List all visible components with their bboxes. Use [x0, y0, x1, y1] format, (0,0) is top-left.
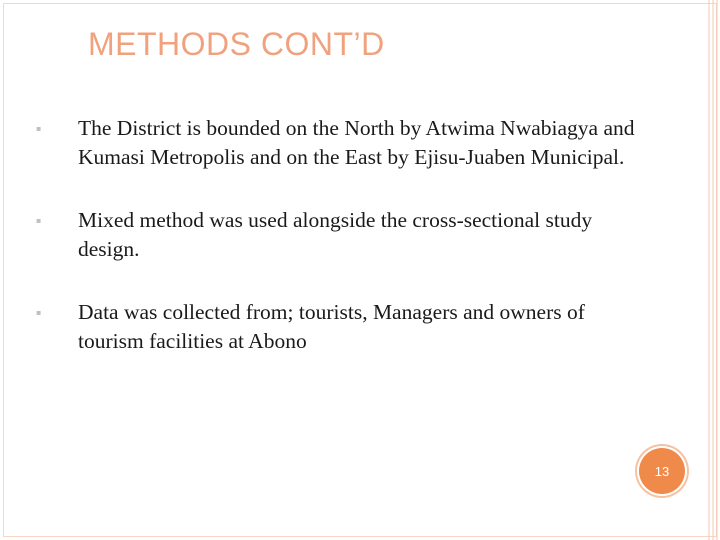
- bullet-icon: ▪: [36, 308, 42, 317]
- page-number: 13: [654, 463, 670, 479]
- page-number-badge: [639, 448, 685, 494]
- bullet-text: Mixed method was used alongside the cross-sectional study design.: [78, 208, 593, 261]
- bullet-icon: ▪: [36, 216, 42, 225]
- bullet-item: [36, 114, 646, 172]
- bullet-text: Data was collected from; tourists, Managers and owners of tourism facilities at Abono: [78, 300, 585, 353]
- bullet-icon: ▪: [36, 124, 42, 133]
- bullet-list: [36, 114, 646, 356]
- bullet-item: [36, 206, 646, 264]
- bullet-item: [36, 298, 646, 356]
- bullet-text: The District is bounded on the North by Atwima Nwabiagya and Kumasi Metropolis and on the East by Ejisu-Juaben Municipal.: [78, 116, 635, 169]
- slide-title: METHODS CONT’D: [88, 26, 385, 62]
